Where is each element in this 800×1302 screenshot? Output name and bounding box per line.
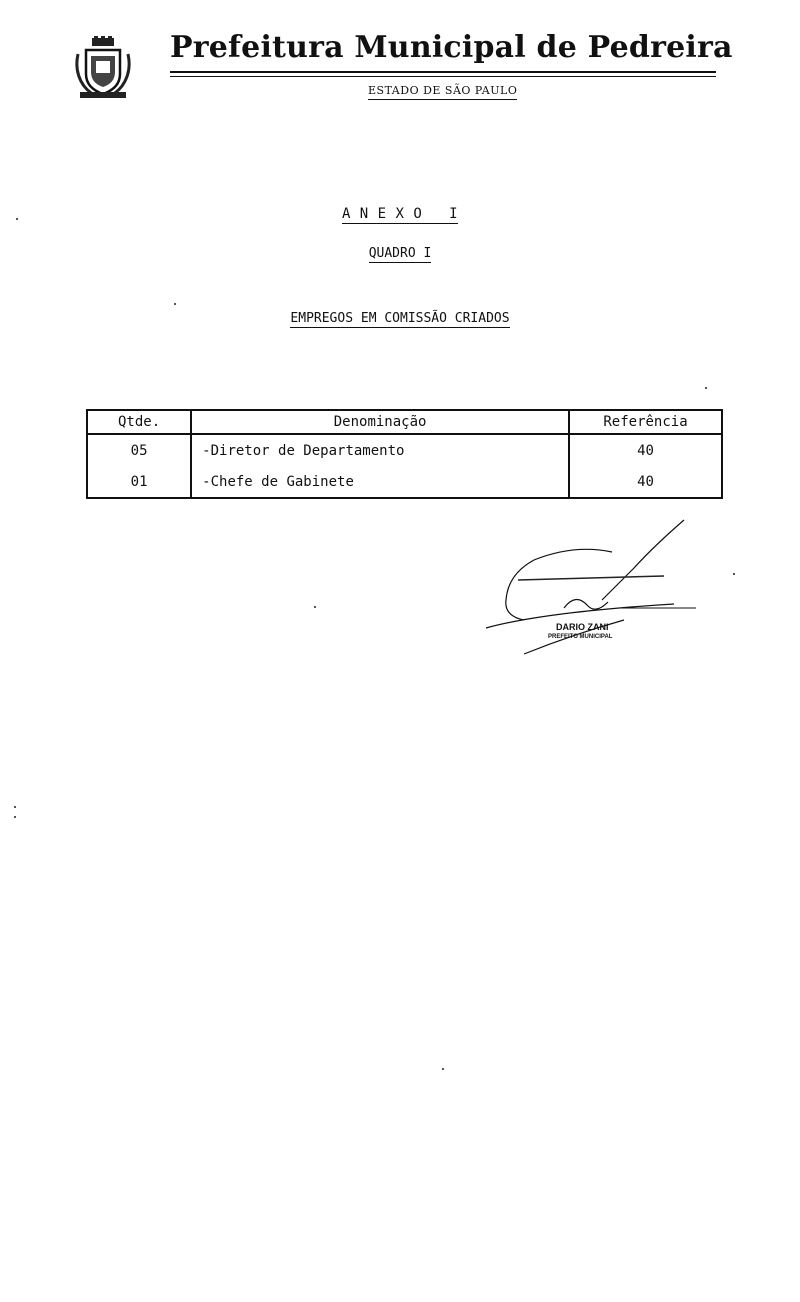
state-subtitle: ESTADO DE SÃO PAULO (368, 84, 517, 100)
scan-speck (705, 387, 707, 389)
scan-speck (314, 606, 316, 608)
scan-speck (733, 573, 735, 575)
column-header-denomination: Denominação (191, 410, 569, 434)
cell-reference: 40 (569, 434, 722, 466)
positions-table (86, 409, 723, 499)
signature-name: DARIO ZANI (556, 622, 609, 632)
annex-heading (0, 206, 800, 222)
scan-speck (16, 218, 18, 220)
header-rule (170, 71, 716, 73)
quadro-heading-text: QUADRO I (368, 246, 432, 261)
table-header-row (87, 410, 722, 434)
table-title (0, 311, 800, 326)
quadro-heading (0, 246, 800, 261)
cell-reference: 40 (569, 466, 722, 498)
cell-denomination: -Diretor de Departamento (191, 434, 569, 466)
municipality-title: Prefeitura Municipal de Pedreira (170, 30, 733, 65)
cell-qty: 05 (87, 434, 191, 466)
table-row (87, 434, 722, 466)
column-header-reference: Referência (569, 410, 722, 434)
annex-heading-text: A N E X O I (341, 206, 459, 222)
header-rule-thin (170, 76, 716, 77)
table-row (87, 466, 722, 498)
scan-speck (14, 816, 16, 818)
cell-qty: 01 (87, 466, 191, 498)
mayor-signature-stamp (484, 516, 704, 658)
table-title-text: EMPREGOS EM COMISSÃO CRIADOS (290, 311, 510, 326)
scan-speck (14, 806, 16, 808)
cell-denomination: -Chefe de Gabinete (191, 466, 569, 498)
signature-role: PREFEITO MUNICIPAL (548, 634, 613, 640)
scan-speck (174, 303, 176, 305)
municipal-crest-icon (74, 36, 132, 100)
scan-speck (442, 1068, 444, 1070)
column-header-qty: Qtde. (87, 410, 191, 434)
